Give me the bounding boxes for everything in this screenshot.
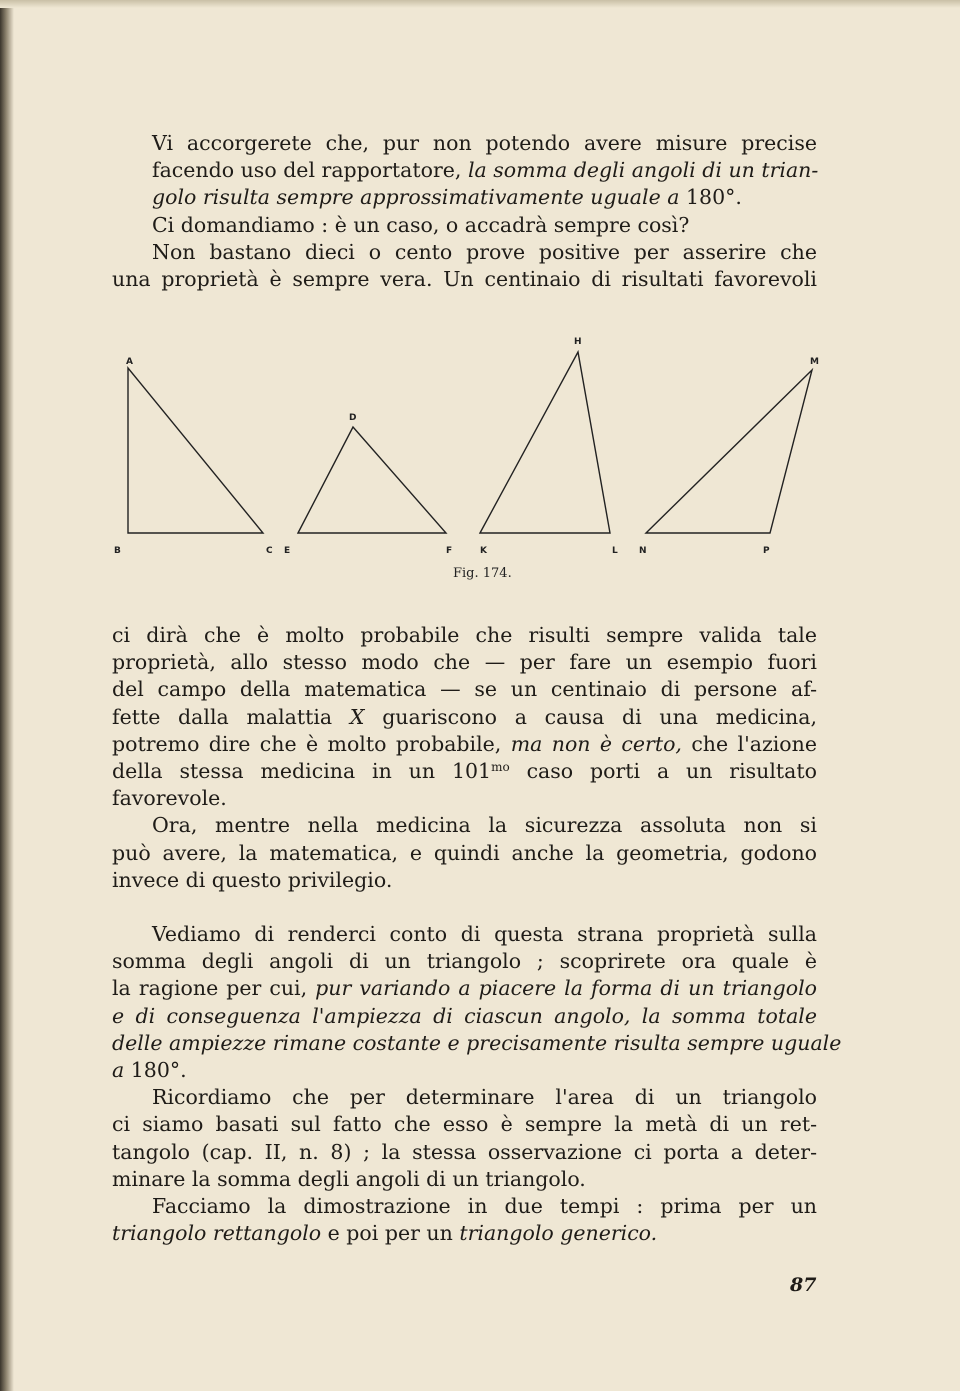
page-number: 87 xyxy=(790,1274,817,1296)
text-line: ci siamo basati sul fatto che esso è sempre la metà di un ret- xyxy=(112,1112,817,1137)
triangles-diagram xyxy=(108,330,828,590)
label-e: E xyxy=(284,546,291,556)
label-c: C xyxy=(266,546,273,556)
text-line: una proprietà è sempre vera. Un centinaio di risultati favorevoli xyxy=(112,267,817,292)
page-top-edge xyxy=(0,0,960,8)
italic-phrase: pur variando a piacere la forma di un triangolo xyxy=(315,976,817,1001)
label-b: B xyxy=(114,546,121,556)
text-line: facendo uso del rapportatore, la somma degli angoli di un trian- xyxy=(152,158,819,183)
italic-phrase: golo risulta sempre approssimativamente uguale a xyxy=(152,185,680,210)
paragraph-probability xyxy=(112,622,817,894)
triangle-khl xyxy=(480,352,610,533)
label-p: P xyxy=(763,546,770,556)
text-line: Vediamo di renderci conto di questa strana proprietà sulla xyxy=(152,922,817,946)
text-line: golo risulta sempre approssimativamente uguale a 180°. xyxy=(152,185,742,210)
text-line: Ci domandiamo : è un caso, o accadrà sempre così? xyxy=(152,212,690,237)
text-line: la ragione per cui, pur variando a piacere la forma di un triangolo xyxy=(112,976,817,1001)
page-binding-edge xyxy=(0,0,14,1391)
text-line: Non bastano dieci o cento prove positive per asserire che xyxy=(152,239,817,264)
text-line: della stessa medicina in un $101^{mo}$ caso porti a un risultato xyxy=(112,759,817,784)
text-line: delle ampiezze rimane costante e precisamente risulta sempre uguale xyxy=(112,1030,842,1055)
text-line: ci dirà che è molto probabile che risulti sempre valida tale xyxy=(112,623,817,647)
text-line: tangolo (cap. II, n. 8) ; la stessa osservazione ci porta a deter- xyxy=(112,1139,817,1164)
text-line: somma degli angoli di un triangolo ; scoprirete ora quale è xyxy=(112,949,817,974)
text-line: triangolo rettangolo e poi per un triangolo generico. xyxy=(112,1221,658,1246)
label-l: L xyxy=(612,546,618,556)
text-line: Facciamo la dimostrazione in due tempi : prima per un xyxy=(152,1194,817,1219)
triangle-edf xyxy=(298,427,446,533)
text-line: del campo della matematica — se un centinaio di persone af- xyxy=(112,677,817,702)
text-line: può avere, la matematica, e quindi anche la geometria, godono xyxy=(112,840,817,865)
label-m: M xyxy=(810,357,819,367)
paragraph-angle-sum xyxy=(112,921,842,1247)
triangle-nmp xyxy=(646,370,812,533)
text-line: Ricordiamo che per determinare l'area di un triangolo xyxy=(152,1085,817,1110)
text-line: potremo dire che è molto probabile, ma non è certo, che l'azione xyxy=(112,731,817,756)
triangle-abc xyxy=(128,368,263,533)
text-line: minare la somma degli angoli di un triangolo. xyxy=(112,1166,586,1191)
figure-174 xyxy=(108,330,828,590)
label-a: A xyxy=(126,357,133,367)
text-line: e di conseguenza l'ampiezza di ciascun angolo, la somma totale xyxy=(112,1003,817,1028)
italic-phrase: ma non è certo, xyxy=(510,731,682,756)
label-d: D xyxy=(349,413,357,423)
text-line: Ora, mentre nella medicina la sicurezza assoluta non si xyxy=(152,813,817,838)
label-n: N xyxy=(639,546,647,556)
label-f: F xyxy=(446,546,453,556)
label-h: H xyxy=(574,337,582,347)
text-line: a 180°. xyxy=(112,1058,187,1083)
text-line: Vi accorgerete che, pur non potendo avere misure precise xyxy=(152,131,817,155)
text-line: favorevole. xyxy=(112,786,227,811)
text-line: fette dalla malattia X guariscono a causa di una medicina, xyxy=(112,704,817,729)
text-line: proprietà, allo stesso modo che — per fare un esempio fuori xyxy=(112,650,817,675)
figure-caption: Fig. 174. xyxy=(453,566,512,581)
text-line: invece di questo privilegio. xyxy=(112,867,393,892)
paragraph-intro xyxy=(112,130,817,293)
label-k: K xyxy=(480,546,487,556)
italic-phrase: la somma degli angoli di un trian- xyxy=(467,158,819,183)
